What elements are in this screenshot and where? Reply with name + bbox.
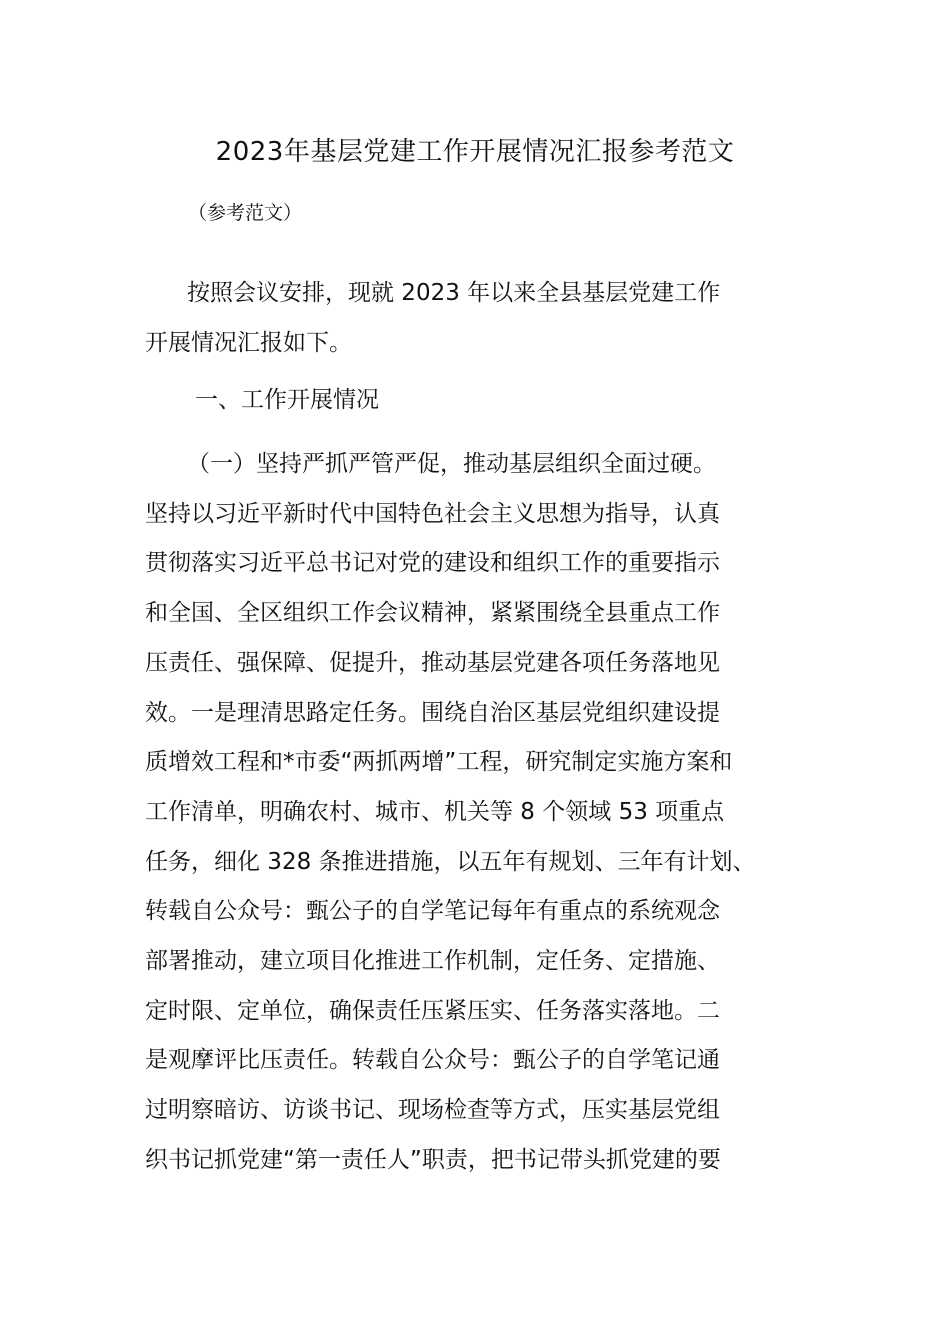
document-title: 2023年基层党建工作开展情况汇报参考范文 <box>215 137 735 167</box>
intro-paragraph <box>145 268 845 368</box>
body-line: 压责任、强保障、促提升，推动基层党建各项任务落地见 <box>145 649 720 676</box>
body-line: 是观摩评比压责任。转载自公众号：甄公子的自学笔记通 <box>145 1047 720 1074</box>
intro-line: 开展情况汇报如下。 <box>145 330 352 356</box>
body-line: 定时限、定单位，确保责任压紧压实、任务落实落地。二 <box>145 997 720 1024</box>
body-line: 效。一是理清思路定任务。围绕自治区基层党组织建设提 <box>145 699 720 726</box>
document-subtitle: （参考范文） <box>188 202 303 224</box>
body-line: （一）坚持严抓严管严促，推动基层组织全面过硬。 <box>187 451 716 477</box>
body-line: 工作清单，明确农村、城市、机关等 8 个领域 53 项重点 <box>145 798 725 825</box>
body-line: 任务，细化 328 条推进措施，以五年有规划、三年有计划、 <box>145 848 756 875</box>
body-line: 坚持以习近平新时代中国特色社会主义思想为指导，认真 <box>145 500 720 527</box>
body-line: 部署推动，建立项目化推进工作机制，定任务、定措施、 <box>145 948 720 975</box>
body-line: 织书记抓党建“第一责任人”职责，把书记带头抓党建的要 <box>145 1146 721 1173</box>
intro-line: 按照会议安排，现就 2023 年以来全县基层党建工作 <box>187 280 721 306</box>
body-line: 和全国、全区组织工作会议精神，紧紧围绕全县重点工作 <box>145 600 720 627</box>
body-line: 过明察暗访、访谈书记、现场检查等方式，压实基层党组 <box>145 1097 720 1124</box>
section-heading: 一、工作开展情况 <box>195 387 379 413</box>
body-paragraph <box>145 440 845 1186</box>
body-line: 转载自公众号：甄公子的自学笔记每年有重点的系统观念 <box>145 898 720 925</box>
body-line: 质增效工程和*市委“两抓两增”工程，研究制定实施方案和 <box>145 749 733 776</box>
body-line: 贯彻落实习近平总书记对党的建设和组织工作的重要指示 <box>145 550 720 577</box>
